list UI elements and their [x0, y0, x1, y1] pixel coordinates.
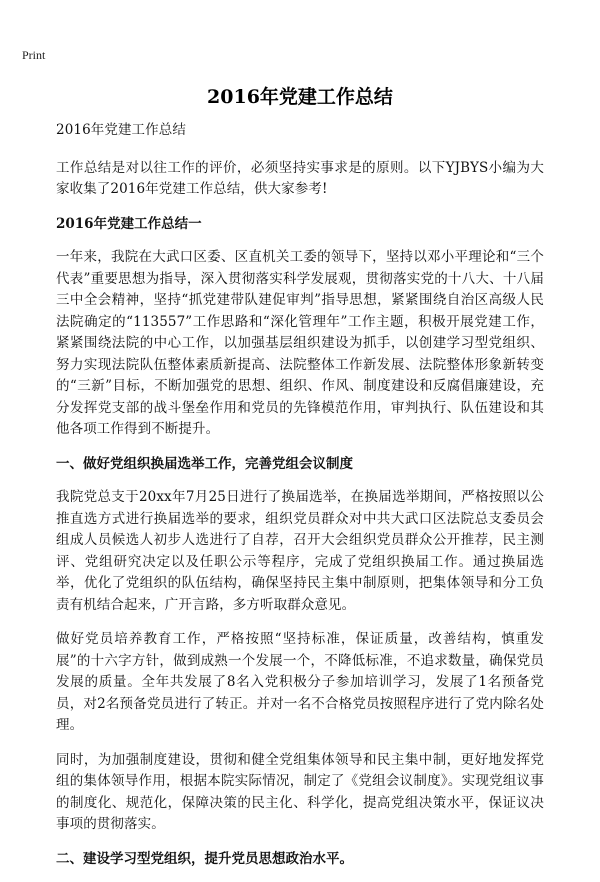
print-link[interactable]: Print [22, 48, 46, 62]
subsection-heading-two: 二、建设学习型党组织，提升党员思想政治水平。 [56, 850, 353, 867]
section-heading: 2016年党建工作总结一 [56, 215, 202, 232]
body-paragraph: 一年来，我院在大武口区委、区直机关工委的领导下，坚持以邓小平理论和“三个代表”重要思想为指导，深入贯彻落实科学发展观，贯彻落实党的十八大、十八届三中全会精神，坚持“抓党建带队建促审判”指导思想，紧紧围绕自治区高级人民法院确定的“113557”工作思路和“深化管理年”工作主题，积极开展党建工作，紧紧围绕法院的中心工作，以加强基层组织建设为抓手，以创建学习型党组织、努力实现法院队伍整体素质新提高、法院整体工作新发展、法院整体形象新转变的“三新”目标，不断加强党的思想、组织、作风、制度建设和反腐倡廉建设，充分发挥党支部的战斗堡垒作用和党员的先锋模范作用，审判执行、队伍建设和其他各项工作得到不断提升。 [56, 249, 544, 437]
subsection-heading-one: 一、做好党组织换届选举工作，完善党组会议制度 [56, 455, 353, 472]
article-body [56, 120, 544, 882]
body-paragraph: 做好党员培养教育工作，严格按照“坚持标准，保证质量，改善结构，慎重发展”的十六字方针，做到成熟一个发展一个，不降低标准，不追求数量，确保党员发展的质量。全年共发展了8名入党积极分子参加培训学习，发展了1名预备党员，对2名预备党员进行了转正。并对一名不合格党员按照程序进行了党内除名处理。 [56, 631, 544, 733]
body-paragraph: 同时，为加强制度建设，贯彻和健全党组集体领导和民主集中制，更好地发挥党组的集体领导作用，根据本院实际情况，制定了《党组会议制度》。实现党组议事的制度化、规范化，保障决策的民主化、科学化，提高党组决策水平，保证议决事项的贯彻落实。 [56, 751, 544, 832]
intro-paragraph: 工作总结是对以往工作的评价，必须坚持实事求是的原则。以下YJBYS小编为大家收集了2016年党建工作总结，供大家参考! [56, 159, 544, 197]
article-subtitle: 2016年党建工作总结 [56, 122, 186, 138]
body-paragraph: 我院党总支于20xx年7月25日进行了换届选举，在换届选举期间，严格按照以公推直选方式进行换届选举的要求，组织党员群众对中共大武口区法院总支委员会组成人员候选人初步人选进行了自荐，召开大会组织党员群众公开推荐，民主测评、党组研究决定以及任职公示等程序，完成了党组织换届工作。通过换届选举，优化了党组织的队伍结构，确保坚持民主集中制原则，把集体领导和分工负责有机结合起来，广开言路，多方听取群众意见。 [56, 489, 544, 613]
page-title: 2016年党建工作总结 [207, 86, 393, 108]
